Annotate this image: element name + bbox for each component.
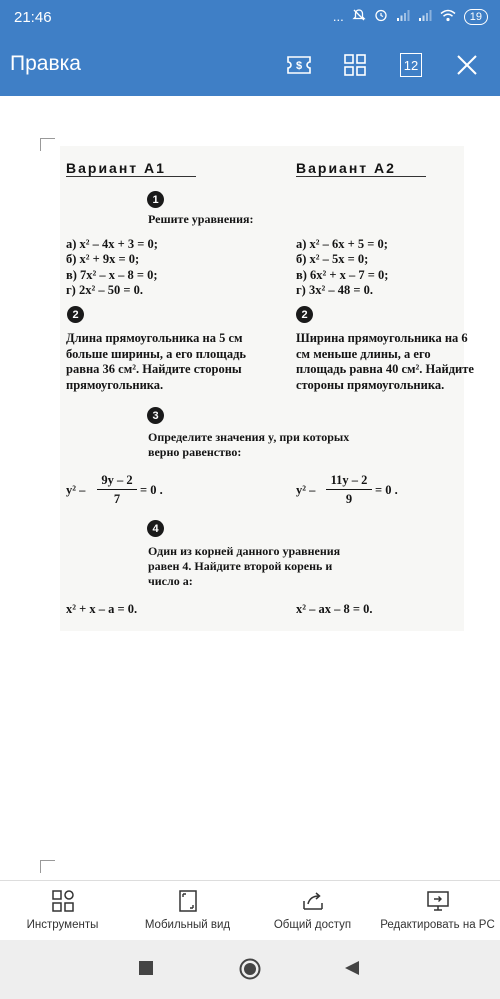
mute-icon [352,8,366,25]
bottom-toolbar [0,880,500,941]
back-button[interactable] [344,960,360,981]
a2-equation: а) x² – 6x + 5 = 0; [296,237,388,251]
a1-task3-right: = 0 . [140,483,163,497]
home-button[interactable] [239,958,261,985]
close-button[interactable] [452,50,482,80]
wifi-icon [440,9,456,25]
share-button[interactable] [250,881,375,941]
a1-task3-left: y² – [66,483,86,497]
page-count-button[interactable] [396,50,426,80]
a2-task2-text: Ширина прямоугольника на 6 см меньше длины, а его площадь равна 40 см². Найдите стороны прямоугольника. [296,331,474,392]
a1-equation: а) x² – 4x + 3 = 0; [66,237,158,251]
task4-title: равен 4. Найдите второй корень и [148,559,333,573]
pay-button[interactable] [284,50,314,80]
task-number-3: 3 [147,407,164,424]
system-nav-bar [0,940,500,999]
alarm-icon [374,8,388,25]
a2-equation: б) x² – 5x = 0; [296,252,369,266]
a1-equation: б) x² + 9x = 0; [66,252,140,266]
status-bar [0,0,500,36]
home-circle-icon [239,958,261,980]
a2-task4-equation: x² – ax – 8 = 0. [296,602,373,616]
task-number-2: 2 [296,306,313,323]
more-notifications-icon: ... [332,9,344,24]
task-number-1: 1 [147,191,164,208]
fraction-bar [97,489,137,490]
edit-on-pc-button[interactable] [375,881,500,941]
task4-title: Один из корней данного уравнения [148,544,341,558]
task-number-4: 4 [147,520,164,537]
a1-task4-equation: x² + x – a = 0. [66,602,138,616]
document-viewer[interactable] [0,96,500,880]
monitor-icon [426,889,450,913]
appbar-actions [284,50,482,80]
mobile-view-label: Мобильный вид [144,919,231,931]
variant-a2-heading: Вариант А2 [296,160,396,176]
mobile-view-icon [176,889,200,913]
mobile-view-button[interactable] [125,881,250,941]
tools-icon [51,889,75,913]
task1-title: Решите уравнения: [148,212,254,226]
app-header [0,0,500,96]
a2-equation: в) 6x² + x – 7 = 0; [296,268,389,282]
task3-title: верно равенство: [148,445,242,459]
svg-text:$: $ [295,60,303,72]
heading-rule [296,176,426,177]
tools-button[interactable] [0,881,125,941]
a1-task2-text: Длина прямоугольника на 5 см больше ширины, а его площадь равна 36 см². Найдите стороны прямоугольника. [66,331,247,392]
back-triangle-icon [344,960,360,976]
fraction-bar [326,489,372,490]
signal-icon [396,9,410,25]
tools-label: Инструменты [26,919,99,931]
status-icons [333,8,488,25]
page-title: Правка [10,52,81,75]
close-icon [455,53,479,77]
heading-rule [66,176,196,177]
a1-task3-denominator: 7 [113,492,121,506]
a2-task3-right: = 0 . [375,483,398,497]
grid-view-button[interactable] [340,50,370,80]
variant-a1-heading: Вариант А1 [66,160,166,176]
page-count: 12 [400,53,422,77]
share-label: Общий доступ [273,919,352,931]
page-corner-marker-bottom [40,860,55,873]
status-time: 21:46 [14,9,52,26]
a1-task3-numerator: 9y – 2 [101,473,133,487]
a2-task3-left: y² – [296,483,316,497]
task3-title: Определите значения y, при которых [148,430,350,444]
a1-equation: в) 7x² – x – 8 = 0; [66,268,158,282]
grid-icon [343,53,367,77]
a2-task3-numerator: 11y – 2 [330,473,368,487]
square-icon [138,960,154,976]
edit-on-pc-label: Редактировать на PC [380,919,495,931]
scanned-page [60,146,474,631]
share-icon [301,889,325,913]
page-corner-marker [40,138,55,151]
battery-indicator: 19 [464,9,488,25]
a2-task3-denominator: 9 [345,492,353,506]
task4-title: число a: [148,574,193,588]
recent-apps-button[interactable] [138,960,154,981]
a1-equation: г) 2x² – 50 = 0. [66,283,143,297]
task-number-2: 2 [67,306,84,323]
dollar-ticket-icon [286,53,312,77]
signal-icon-2 [418,9,432,25]
a2-equation: г) 3x² – 48 = 0. [296,283,373,297]
